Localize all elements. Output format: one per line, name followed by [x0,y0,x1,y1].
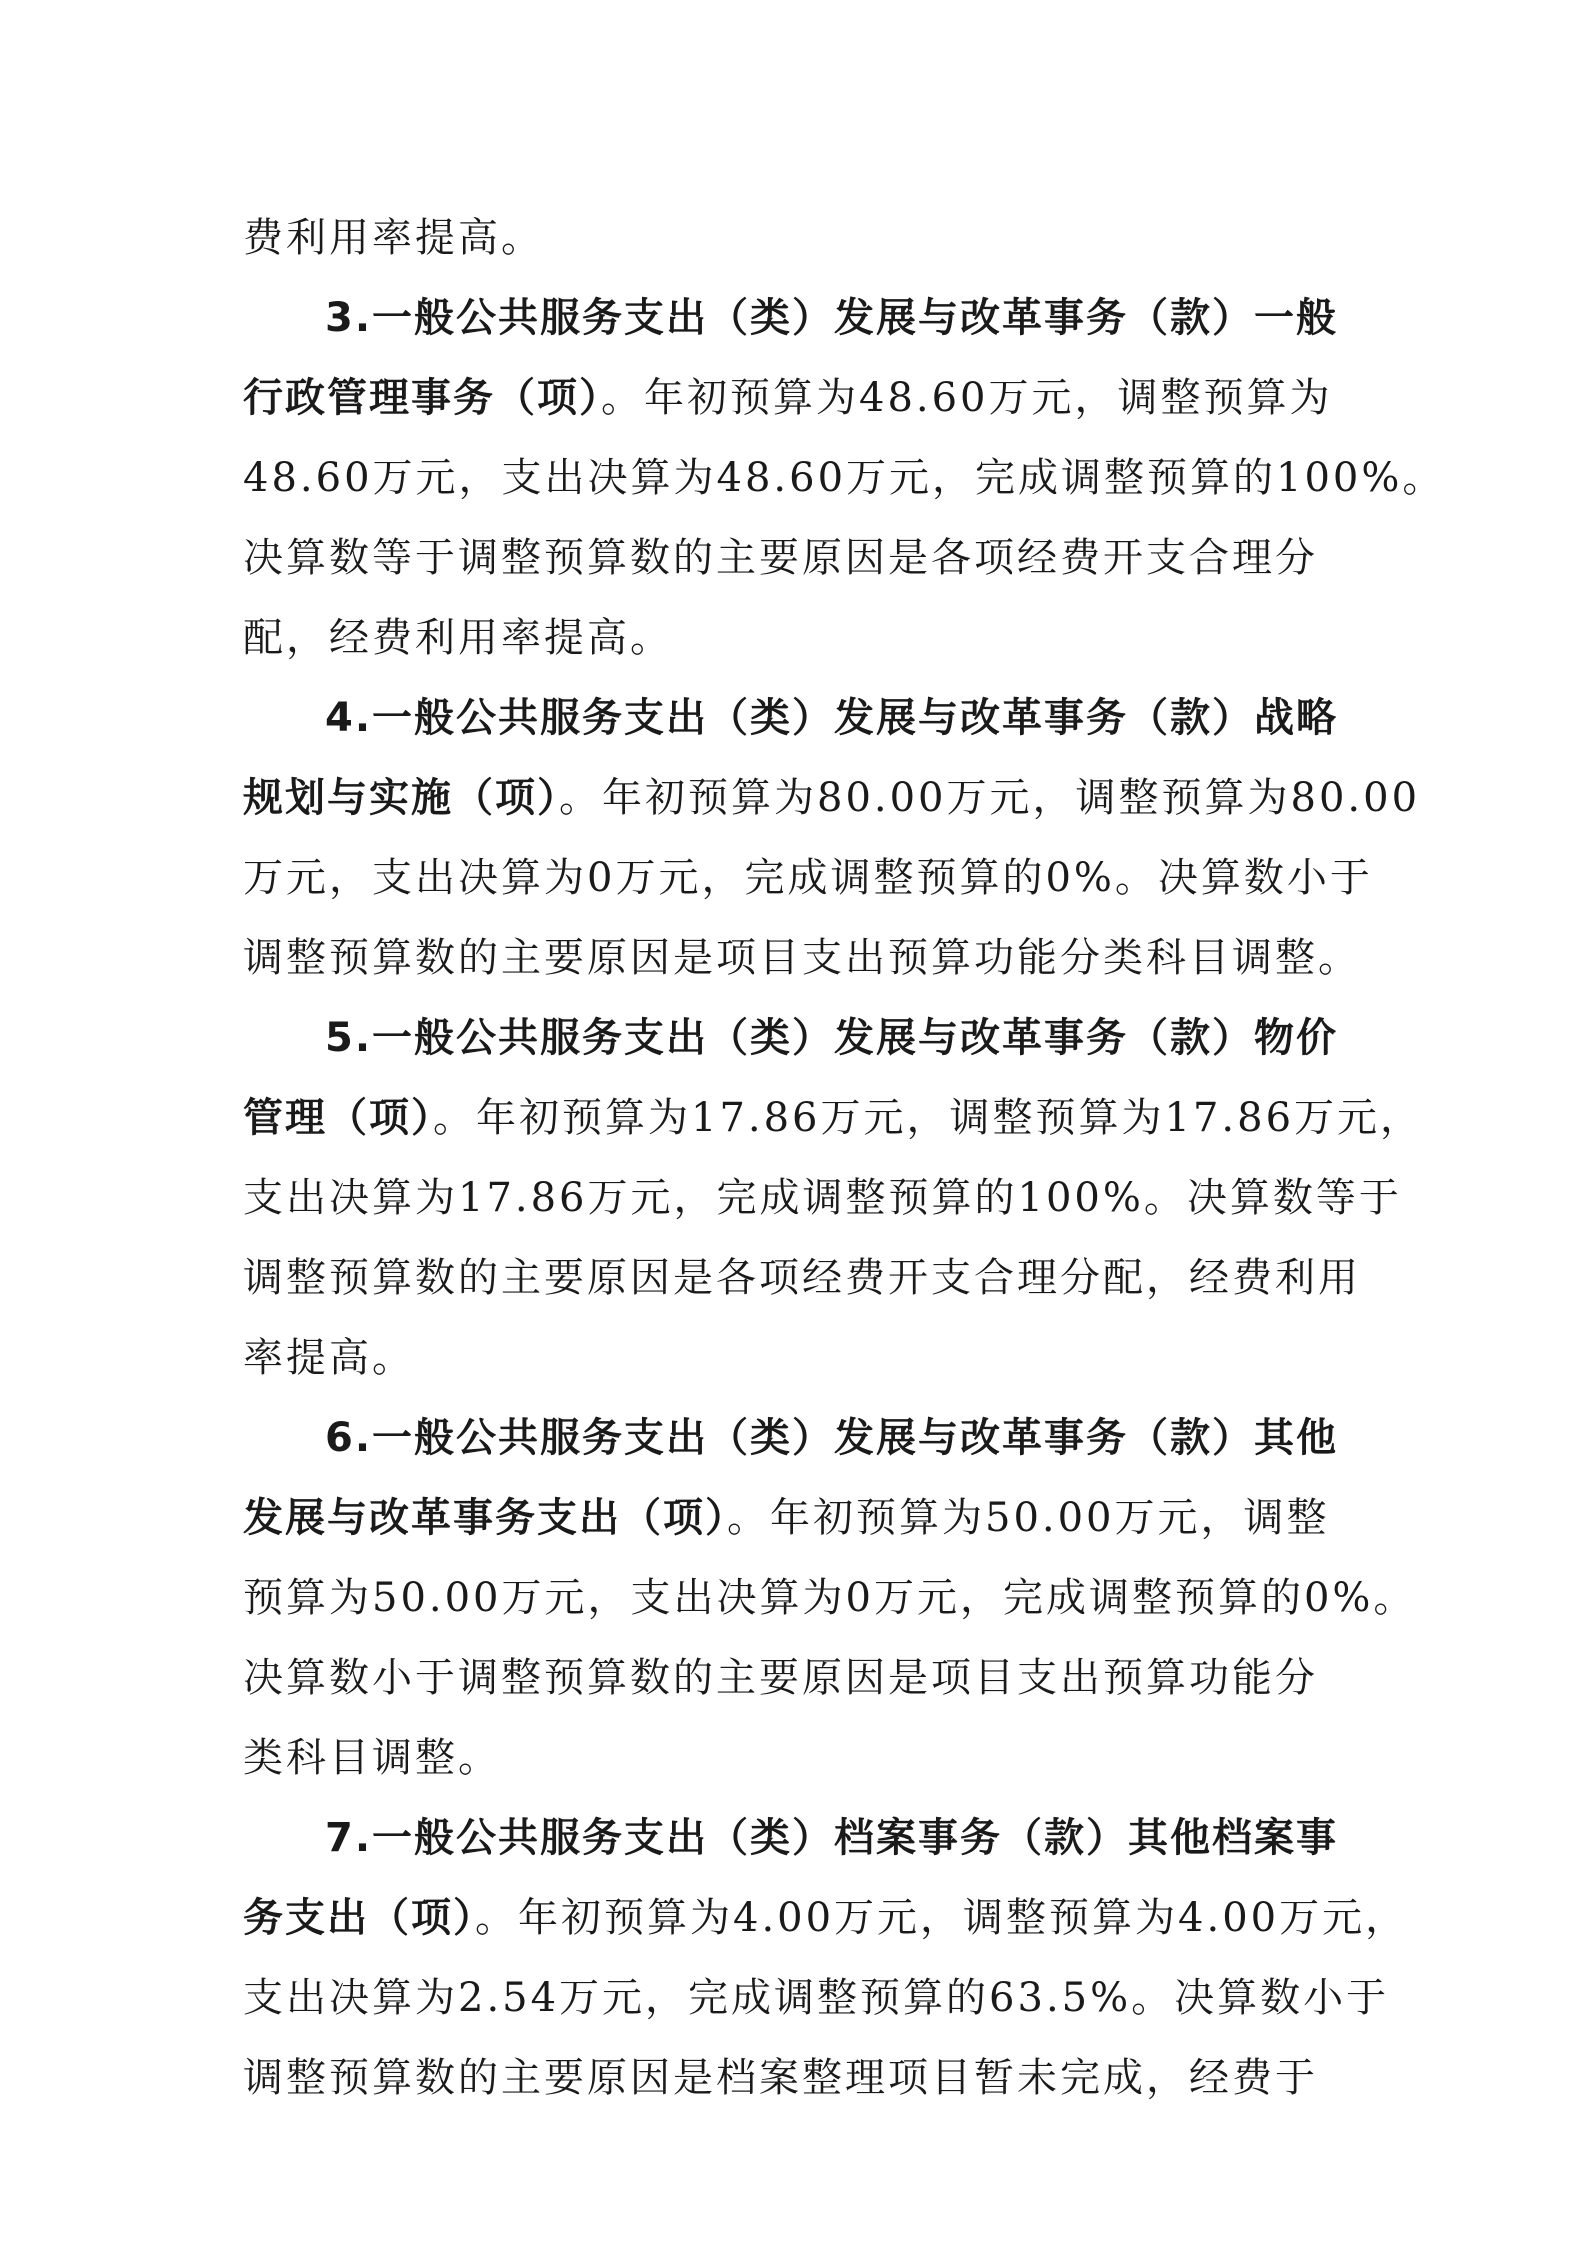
text-span: 。年初预算为48.60万元，调整预算为 [601,375,1333,421]
text-line [243,373,1333,423]
text-line: 万元，支出决算为0万元，完成调整预算的0%。决算数小于 [243,855,1373,901]
section-heading-5-cont: 管理（项） [243,1095,433,1141]
text-line: 调整预算数的主要原因是项目支出预算功能分类科目调整。 [243,935,1361,981]
text-line: 配，经费利用率提高。 [243,615,673,661]
text-line: 费利用率提高。 [243,215,544,261]
section-heading-6-cont: 发展与改革事务支出（项） [243,1495,727,1541]
text-line: 类科目调整。 [243,1735,501,1781]
section-heading-7: 7.一般公共服务支出（类）档案事务（款）其他档案事 [325,1815,1339,1861]
text-line: 率提高。 [243,1335,415,1381]
text-line: 调整预算数的主要原因是档案整理项目暂未完成，经费于 [243,2055,1318,2101]
text-line: 支出决算为17.86万元，完成调整预算的100%。决算数等于 [243,1175,1402,1221]
text-line: 预算为50.00万元，支出决算为0万元，完成调整预算的0%。 [243,1575,1417,1621]
text-span: 。年初预算为80.00万元，调整预算为80.00 [559,775,1421,821]
section-heading-3: 3.一般公共服务支出（类）发展与改革事务（款）一般 [325,295,1339,341]
section-heading-3-cont: 行政管理事务（项） [243,375,601,421]
section-heading-5: 5.一般公共服务支出（类）发展与改革事务（款）物价 [325,1015,1339,1061]
text-line: 48.60万元，支出决算为48.60万元，完成调整预算的100%。 [243,455,1446,501]
section-heading-7-cont: 务支出（项） [243,1895,475,1941]
text-line: 调整预算数的主要原因是各项经费开支合理分配，经费利用 [243,1255,1361,1301]
text-line [243,1093,1423,1143]
section-heading-4: 4.一般公共服务支出（类）发展与改革事务（款）战略 [325,695,1339,741]
section-heading-6: 6.一般公共服务支出（类）发展与改革事务（款）其他 [325,1415,1339,1461]
text-line [243,773,1420,823]
text-span: 。年初预算为4.00万元，调整预算为4.00万元， [475,1895,1409,1941]
text-span: 。年初预算为50.00万元，调整 [727,1495,1330,1541]
text-line [243,1893,1408,1943]
text-span: 。年初预算为17.86万元，调整预算为17.86万元， [433,1095,1424,1141]
text-line: 决算数小于调整预算数的主要原因是项目支出预算功能分 [243,1655,1318,1701]
text-line [243,1493,1330,1543]
text-line: 支出决算为2.54万元，完成调整预算的63.5%。决算数小于 [243,1975,1390,2021]
section-heading-4-cont: 规划与实施（项） [243,775,559,821]
text-line: 决算数等于调整预算数的主要原因是各项经费开支合理分 [243,535,1318,581]
